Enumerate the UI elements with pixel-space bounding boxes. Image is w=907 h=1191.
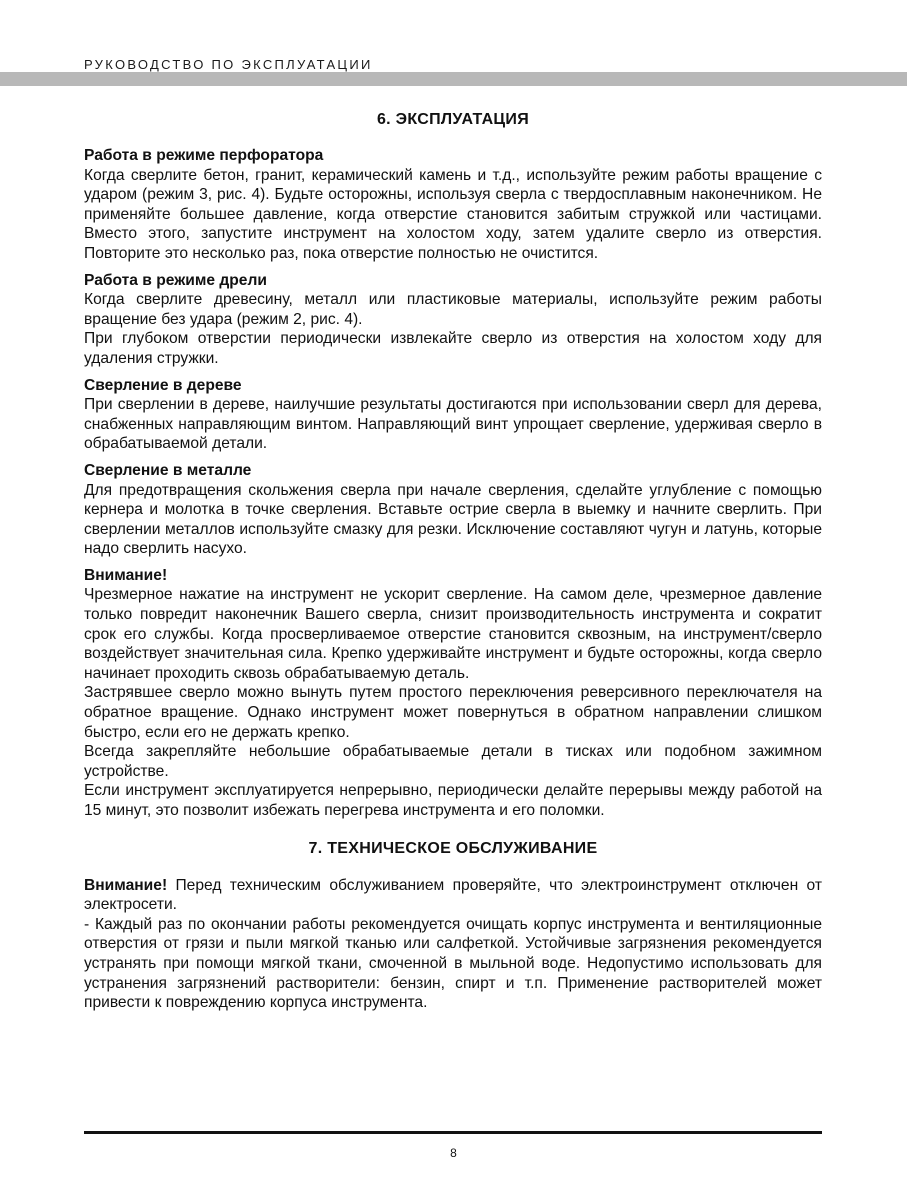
warning-label: Внимание! bbox=[84, 876, 168, 894]
header-label: РУКОВОДСТВО ПО ЭКСПЛУАТАЦИИ bbox=[84, 57, 373, 72]
block-title: Работа в режиме перфоратора bbox=[84, 147, 324, 164]
footer-rule bbox=[84, 1131, 822, 1134]
section-6-title: 6. ЭКСПЛУАТАЦИЯ bbox=[376, 111, 530, 128]
maintenance-paragraph: - Каждый раз по окончании работы рекомендуется очищать корпус инструмента и вентиляционные отверстия от грязи и пыли мягкой тканью или салфеткой. Устойчивые загрязнения рекомендуется устранять при помощи мягкой ткани, смоченной в мыльной воде. Недопустимо использовать для устранения загрязнений растворители: бензин, спирт и т.п. Применение растворителей может привести к повреждению корпуса инструмента. bbox=[84, 915, 822, 1012]
block-paragraph: При сверлении в дереве, наилучшие результаты достигаются при использовании сверл для дерева, снабженных направляющим винтом. Направляющий винт упрощает сверление, удерживая сверло в обрабатываемой детали. bbox=[84, 396, 822, 453]
block-paragraph: Для предотвращения скольжения сверла при начале сверления, сделайте углубление с помощью кернера и молотка в точке сверления. Вставьте острие сверла в выемку и начните сверлить. При сверлении металлов используйте смазку для резки. Исключение составляют чугун и латунь, которые надо сверлить насухо. bbox=[84, 481, 822, 558]
block-title: Работа в режиме дрели bbox=[84, 271, 267, 289]
block-title: Внимание! bbox=[84, 566, 168, 584]
block-paragraph: Когда сверлите бетон, гранит, керамический камень и т.д., используйте режим работы вращение с ударом (режим 3, рис. 4). Будьте осторожны, используя сверла с твердосплавным наконечником. Не применяйте большее давление, когда отверстие становится забитым стружкой или частицами. Вместо этого, запустите инструмент на холостом ходу, затем удалите сверло из отверстия. Повторите это несколько раз, пока отверстие полностью не очистится. bbox=[84, 166, 822, 262]
section-7-title: 7. ТЕХНИЧЕСКОЕ ОБСЛУЖИВАНИЕ bbox=[308, 839, 598, 857]
block-metal-drilling bbox=[84, 461, 822, 559]
page-number: 8 bbox=[450, 1146, 457, 1160]
block-title: Сверление в металле bbox=[84, 461, 252, 479]
block-paragraph: Если инструмент эксплуатируется непрерывно, периодически делайте перерывы между работой на 15 минут, это позволит избежать перегрева инструмента и его поломки. bbox=[84, 782, 822, 819]
maintenance-warning bbox=[84, 876, 822, 915]
block-drill-mode bbox=[84, 271, 822, 369]
block-title: Сверление в дереве bbox=[84, 376, 242, 394]
block-attention bbox=[84, 566, 822, 821]
block-wood-drilling bbox=[84, 376, 822, 454]
block-paragraph: Когда сверлите древесину, металл или пластиковые материалы, используйте режим работы вращение без удара (режим 2, рис. 4). bbox=[84, 291, 822, 328]
block-paragraph: При глубоком отверстии периодически извлекайте сверло из отверстия на холостом ходу для удаления стружки. bbox=[84, 330, 822, 367]
block-paragraph: Застрявшее сверло можно вынуть путем простого переключения реверсивного переключателя на обратное вращение. Однако инструмент может повернуться в обратном направлении слишком быстро, если его не держать крепко. bbox=[84, 684, 822, 741]
warning-text: Перед техническим обслуживанием проверяйте, что электроинструмент отключен от электросети. bbox=[84, 876, 822, 914]
block-hammer-mode bbox=[84, 146, 822, 264]
block-paragraph: Всегда закрепляйте небольшие обрабатываемые детали в тисках или подобном зажимном устройстве. bbox=[84, 743, 822, 780]
block-paragraph: Чрезмерное нажатие на инструмент не ускорит сверление. На самом деле, чрезмерное давление только повредит наконечник Вашего сверла, снизит производительность инструмента и сократит срок его службы. Когда просверливаемое отверстие становится сквозным, на инструмент/сверло воздействует значительная сила. Крепко удерживайте инструмент и будьте осторожны, когда сверло начинает проходить сквозь обрабатываемую деталь. bbox=[84, 586, 822, 682]
page-content bbox=[84, 110, 822, 1013]
header-bar bbox=[0, 72, 907, 86]
